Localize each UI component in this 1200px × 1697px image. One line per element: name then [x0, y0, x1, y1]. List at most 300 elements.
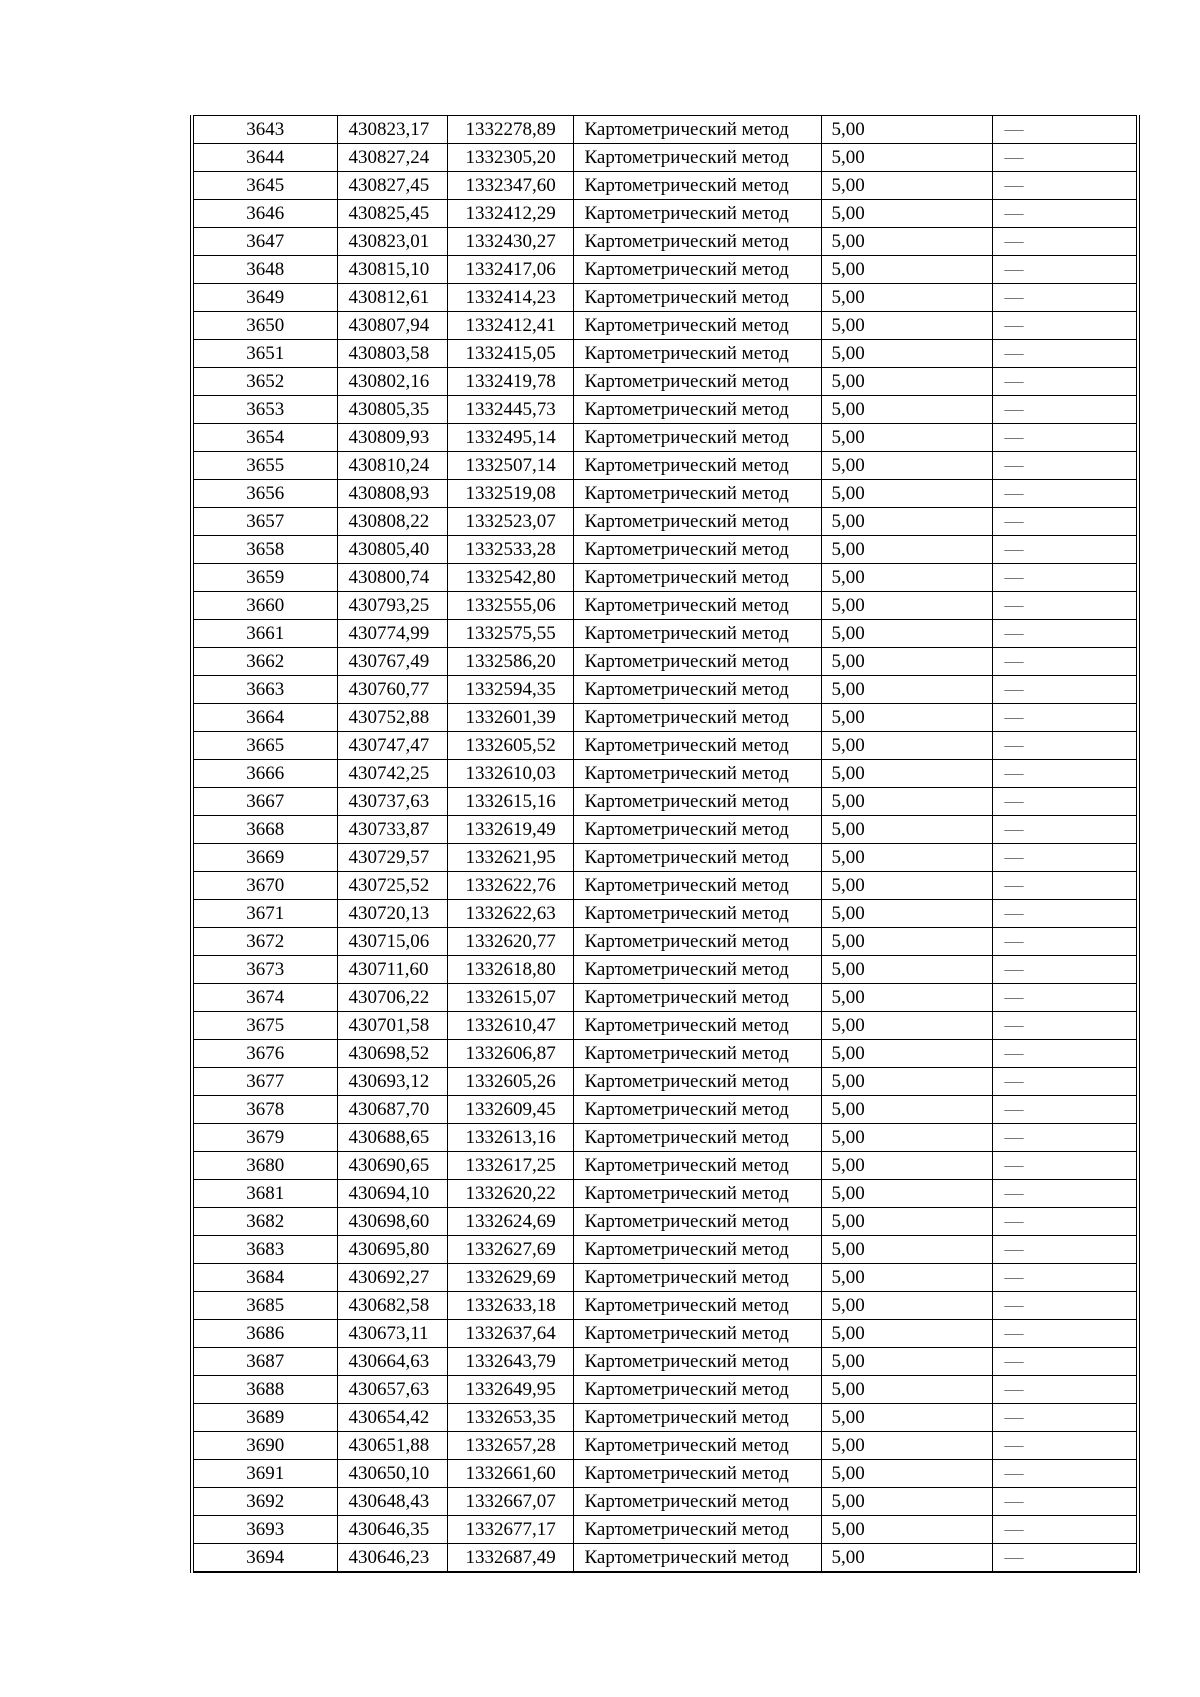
method-cell: Картометрический метод	[573, 620, 821, 648]
y-coordinate-cell: 1332617,25	[447, 1152, 573, 1180]
method-cell: Картометрический метод	[573, 1152, 821, 1180]
x-coordinate-cell: 430664,63	[337, 1348, 447, 1376]
accuracy-cell: 5,00	[821, 1376, 992, 1404]
accuracy-cell: 5,00	[821, 732, 992, 760]
method-cell: Картометрический метод	[573, 172, 821, 200]
y-coordinate-cell: 1332586,20	[447, 648, 573, 676]
point-number-cell: 3672	[192, 928, 337, 956]
x-coordinate-cell: 430825,45	[337, 200, 447, 228]
table-row	[192, 816, 1138, 844]
point-number-cell: 3690	[192, 1432, 337, 1460]
y-coordinate-cell: 1332507,14	[447, 452, 573, 480]
accuracy-cell: 5,00	[821, 1544, 992, 1573]
note-cell: —	[992, 1068, 1138, 1096]
note-cell: —	[992, 704, 1138, 732]
point-number-cell: 3659	[192, 564, 337, 592]
accuracy-cell: 5,00	[821, 256, 992, 284]
point-number-cell: 3645	[192, 172, 337, 200]
note-cell: —	[992, 984, 1138, 1012]
point-number-cell: 3668	[192, 816, 337, 844]
x-coordinate-cell: 430823,01	[337, 228, 447, 256]
x-coordinate-cell: 430767,49	[337, 648, 447, 676]
table-row	[192, 200, 1138, 228]
note-cell: —	[992, 1292, 1138, 1320]
table-row	[192, 928, 1138, 956]
point-number-cell: 3686	[192, 1320, 337, 1348]
x-coordinate-cell: 430715,06	[337, 928, 447, 956]
y-coordinate-cell: 1332627,69	[447, 1236, 573, 1264]
point-number-cell: 3647	[192, 228, 337, 256]
y-coordinate-cell: 1332620,77	[447, 928, 573, 956]
point-number-cell: 3674	[192, 984, 337, 1012]
y-coordinate-cell: 1332677,17	[447, 1516, 573, 1544]
table-row	[192, 144, 1138, 172]
x-coordinate-cell: 430690,65	[337, 1152, 447, 1180]
note-cell: —	[992, 760, 1138, 788]
accuracy-cell: 5,00	[821, 1320, 992, 1348]
table-row	[192, 536, 1138, 564]
y-coordinate-cell: 1332622,63	[447, 900, 573, 928]
y-coordinate-cell: 1332412,41	[447, 312, 573, 340]
point-number-cell: 3687	[192, 1348, 337, 1376]
table-row	[192, 648, 1138, 676]
y-coordinate-cell: 1332305,20	[447, 144, 573, 172]
note-cell: —	[992, 1348, 1138, 1376]
table-row	[192, 1152, 1138, 1180]
accuracy-cell: 5,00	[821, 1264, 992, 1292]
note-cell: —	[992, 564, 1138, 592]
table-row	[192, 872, 1138, 900]
y-coordinate-cell: 1332613,16	[447, 1124, 573, 1152]
y-coordinate-cell: 1332430,27	[447, 228, 573, 256]
accuracy-cell: 5,00	[821, 676, 992, 704]
point-number-cell: 3692	[192, 1488, 337, 1516]
x-coordinate-cell: 430648,43	[337, 1488, 447, 1516]
y-coordinate-cell: 1332601,39	[447, 704, 573, 732]
table-row	[192, 172, 1138, 200]
table-row	[192, 1040, 1138, 1068]
point-number-cell: 3688	[192, 1376, 337, 1404]
accuracy-cell: 5,00	[821, 480, 992, 508]
y-coordinate-cell: 1332542,80	[447, 564, 573, 592]
x-coordinate-cell: 430682,58	[337, 1292, 447, 1320]
accuracy-cell: 5,00	[821, 312, 992, 340]
point-number-cell: 3654	[192, 424, 337, 452]
method-cell: Картометрический метод	[573, 1096, 821, 1124]
x-coordinate-cell: 430812,61	[337, 284, 447, 312]
y-coordinate-cell: 1332495,14	[447, 424, 573, 452]
x-coordinate-cell: 430693,12	[337, 1068, 447, 1096]
accuracy-cell: 5,00	[821, 368, 992, 396]
x-coordinate-cell: 430657,63	[337, 1376, 447, 1404]
method-cell: Картометрический метод	[573, 592, 821, 620]
method-cell: Картометрический метод	[573, 732, 821, 760]
accuracy-cell: 5,00	[821, 900, 992, 928]
y-coordinate-cell: 1332615,16	[447, 788, 573, 816]
accuracy-cell: 5,00	[821, 1292, 992, 1320]
y-coordinate-cell: 1332643,79	[447, 1348, 573, 1376]
accuracy-cell: 5,00	[821, 1040, 992, 1068]
table-row	[192, 1544, 1138, 1573]
note-cell: —	[992, 172, 1138, 200]
method-cell: Картометрический метод	[573, 1012, 821, 1040]
point-number-cell: 3671	[192, 900, 337, 928]
x-coordinate-cell: 430698,60	[337, 1208, 447, 1236]
table-row	[192, 1236, 1138, 1264]
method-cell: Картометрический метод	[573, 1264, 821, 1292]
method-cell: Картометрический метод	[573, 704, 821, 732]
table-row	[192, 340, 1138, 368]
y-coordinate-cell: 1332605,52	[447, 732, 573, 760]
note-cell: —	[992, 284, 1138, 312]
point-number-cell: 3694	[192, 1544, 337, 1573]
y-coordinate-cell: 1332687,49	[447, 1544, 573, 1573]
table-row	[192, 1208, 1138, 1236]
y-coordinate-cell: 1332533,28	[447, 536, 573, 564]
note-cell: —	[992, 844, 1138, 872]
x-coordinate-cell: 430815,10	[337, 256, 447, 284]
x-coordinate-cell: 430827,45	[337, 172, 447, 200]
table-row	[192, 956, 1138, 984]
accuracy-cell: 5,00	[821, 536, 992, 564]
method-cell: Картометрический метод	[573, 1124, 821, 1152]
accuracy-cell: 5,00	[821, 788, 992, 816]
x-coordinate-cell: 430711,60	[337, 956, 447, 984]
x-coordinate-cell: 430646,35	[337, 1516, 447, 1544]
note-cell: —	[992, 144, 1138, 172]
point-number-cell: 3689	[192, 1404, 337, 1432]
table-row	[192, 1488, 1138, 1516]
x-coordinate-cell: 430823,17	[337, 116, 447, 144]
note-cell: —	[992, 480, 1138, 508]
note-cell: —	[992, 1432, 1138, 1460]
accuracy-cell: 5,00	[821, 844, 992, 872]
note-cell: —	[992, 1376, 1138, 1404]
y-coordinate-cell: 1332347,60	[447, 172, 573, 200]
y-coordinate-cell: 1332575,55	[447, 620, 573, 648]
method-cell: Картометрический метод	[573, 676, 821, 704]
table-row	[192, 368, 1138, 396]
method-cell: Картометрический метод	[573, 1208, 821, 1236]
y-coordinate-cell: 1332629,69	[447, 1264, 573, 1292]
method-cell: Картометрический метод	[573, 508, 821, 536]
accuracy-cell: 5,00	[821, 816, 992, 844]
accuracy-cell: 5,00	[821, 172, 992, 200]
accuracy-cell: 5,00	[821, 452, 992, 480]
y-coordinate-cell: 1332445,73	[447, 396, 573, 424]
y-coordinate-cell: 1332414,23	[447, 284, 573, 312]
y-coordinate-cell: 1332605,26	[447, 1068, 573, 1096]
method-cell: Картометрический метод	[573, 144, 821, 172]
accuracy-cell: 5,00	[821, 144, 992, 172]
y-coordinate-cell: 1332633,18	[447, 1292, 573, 1320]
note-cell: —	[992, 312, 1138, 340]
y-coordinate-cell: 1332649,95	[447, 1376, 573, 1404]
method-cell: Картометрический метод	[573, 1404, 821, 1432]
note-cell: —	[992, 1180, 1138, 1208]
note-cell: —	[992, 620, 1138, 648]
note-cell: —	[992, 1264, 1138, 1292]
x-coordinate-cell: 430827,24	[337, 144, 447, 172]
note-cell: —	[992, 508, 1138, 536]
method-cell: Картометрический метод	[573, 1236, 821, 1264]
y-coordinate-cell: 1332606,87	[447, 1040, 573, 1068]
accuracy-cell: 5,00	[821, 1432, 992, 1460]
table-row	[192, 844, 1138, 872]
accuracy-cell: 5,00	[821, 1068, 992, 1096]
method-cell: Картометрический метод	[573, 760, 821, 788]
accuracy-cell: 5,00	[821, 1460, 992, 1488]
y-coordinate-cell: 1332637,64	[447, 1320, 573, 1348]
x-coordinate-cell: 430800,74	[337, 564, 447, 592]
point-number-cell: 3664	[192, 704, 337, 732]
note-cell: —	[992, 788, 1138, 816]
method-cell: Картометрический метод	[573, 368, 821, 396]
y-coordinate-cell: 1332621,95	[447, 844, 573, 872]
y-coordinate-cell: 1332278,89	[447, 116, 573, 144]
x-coordinate-cell: 430760,77	[337, 676, 447, 704]
method-cell: Картометрический метод	[573, 228, 821, 256]
y-coordinate-cell: 1332667,07	[447, 1488, 573, 1516]
accuracy-cell: 5,00	[821, 984, 992, 1012]
table-row	[192, 312, 1138, 340]
table-row	[192, 1264, 1138, 1292]
table-row	[192, 676, 1138, 704]
point-number-cell: 3685	[192, 1292, 337, 1320]
y-coordinate-cell: 1332519,08	[447, 480, 573, 508]
table-row	[192, 592, 1138, 620]
accuracy-cell: 5,00	[821, 284, 992, 312]
accuracy-cell: 5,00	[821, 116, 992, 144]
note-cell: —	[992, 452, 1138, 480]
table-row	[192, 1516, 1138, 1544]
note-cell: —	[992, 1460, 1138, 1488]
point-number-cell: 3676	[192, 1040, 337, 1068]
accuracy-cell: 5,00	[821, 1488, 992, 1516]
point-number-cell: 3680	[192, 1152, 337, 1180]
point-number-cell: 3650	[192, 312, 337, 340]
note-cell: —	[992, 1012, 1138, 1040]
table-row	[192, 1460, 1138, 1488]
x-coordinate-cell: 430808,93	[337, 480, 447, 508]
point-number-cell: 3665	[192, 732, 337, 760]
point-number-cell: 3677	[192, 1068, 337, 1096]
note-cell: —	[992, 872, 1138, 900]
table-row	[192, 1068, 1138, 1096]
method-cell: Картометрический метод	[573, 256, 821, 284]
accuracy-cell: 5,00	[821, 1516, 992, 1544]
method-cell: Картометрический метод	[573, 844, 821, 872]
table-row	[192, 396, 1138, 424]
table-row	[192, 228, 1138, 256]
point-number-cell: 3691	[192, 1460, 337, 1488]
y-coordinate-cell: 1332661,60	[447, 1460, 573, 1488]
method-cell: Картометрический метод	[573, 1292, 821, 1320]
note-cell: —	[992, 1320, 1138, 1348]
method-cell: Картометрический метод	[573, 536, 821, 564]
x-coordinate-cell: 430673,11	[337, 1320, 447, 1348]
y-coordinate-cell: 1332657,28	[447, 1432, 573, 1460]
accuracy-cell: 5,00	[821, 1096, 992, 1124]
accuracy-cell: 5,00	[821, 1152, 992, 1180]
table-row	[192, 284, 1138, 312]
point-number-cell: 3660	[192, 592, 337, 620]
note-cell: —	[992, 676, 1138, 704]
table-row	[192, 984, 1138, 1012]
table-row	[192, 788, 1138, 816]
note-cell: —	[992, 816, 1138, 844]
x-coordinate-cell: 430725,52	[337, 872, 447, 900]
x-coordinate-cell: 430646,23	[337, 1544, 447, 1573]
note-cell: —	[992, 396, 1138, 424]
accuracy-cell: 5,00	[821, 1012, 992, 1040]
y-coordinate-cell: 1332610,47	[447, 1012, 573, 1040]
table-body	[192, 116, 1138, 1573]
method-cell: Картометрический метод	[573, 1040, 821, 1068]
point-number-cell: 3644	[192, 144, 337, 172]
x-coordinate-cell: 430729,57	[337, 844, 447, 872]
accuracy-cell: 5,00	[821, 1236, 992, 1264]
method-cell: Картометрический метод	[573, 1180, 821, 1208]
note-cell: —	[992, 1124, 1138, 1152]
point-number-cell: 3652	[192, 368, 337, 396]
y-coordinate-cell: 1332618,80	[447, 956, 573, 984]
table-row	[192, 760, 1138, 788]
method-cell: Картометрический метод	[573, 284, 821, 312]
point-number-cell: 3675	[192, 1012, 337, 1040]
table-row	[192, 508, 1138, 536]
x-coordinate-cell: 430810,24	[337, 452, 447, 480]
method-cell: Картометрический метод	[573, 1460, 821, 1488]
note-cell: —	[992, 200, 1138, 228]
note-cell: —	[992, 1040, 1138, 1068]
accuracy-cell: 5,00	[821, 928, 992, 956]
point-number-cell: 3661	[192, 620, 337, 648]
table-row	[192, 564, 1138, 592]
note-cell: —	[992, 1516, 1138, 1544]
x-coordinate-cell: 430793,25	[337, 592, 447, 620]
method-cell: Картометрический метод	[573, 1068, 821, 1096]
y-coordinate-cell: 1332615,07	[447, 984, 573, 1012]
method-cell: Картометрический метод	[573, 1544, 821, 1573]
point-number-cell: 3681	[192, 1180, 337, 1208]
y-coordinate-cell: 1332609,45	[447, 1096, 573, 1124]
table-row	[192, 1096, 1138, 1124]
y-coordinate-cell: 1332523,07	[447, 508, 573, 536]
accuracy-cell: 5,00	[821, 1180, 992, 1208]
point-number-cell: 3655	[192, 452, 337, 480]
x-coordinate-cell: 430802,16	[337, 368, 447, 396]
method-cell: Картометрический метод	[573, 984, 821, 1012]
method-cell: Картометрический метод	[573, 816, 821, 844]
accuracy-cell: 5,00	[821, 564, 992, 592]
x-coordinate-cell: 430737,63	[337, 788, 447, 816]
x-coordinate-cell: 430807,94	[337, 312, 447, 340]
note-cell: —	[992, 592, 1138, 620]
method-cell: Картометрический метод	[573, 1488, 821, 1516]
note-cell: —	[992, 228, 1138, 256]
point-number-cell: 3682	[192, 1208, 337, 1236]
x-coordinate-cell: 430692,27	[337, 1264, 447, 1292]
method-cell: Картометрический метод	[573, 312, 821, 340]
table-row	[192, 732, 1138, 760]
point-number-cell: 3670	[192, 872, 337, 900]
note-cell: —	[992, 1404, 1138, 1432]
table-row	[192, 900, 1138, 928]
x-coordinate-cell: 430654,42	[337, 1404, 447, 1432]
point-number-cell: 3651	[192, 340, 337, 368]
point-number-cell: 3663	[192, 676, 337, 704]
point-number-cell: 3678	[192, 1096, 337, 1124]
table-row	[192, 1320, 1138, 1348]
table-row	[192, 1404, 1138, 1432]
table-row	[192, 620, 1138, 648]
accuracy-cell: 5,00	[821, 592, 992, 620]
note-cell: —	[992, 900, 1138, 928]
point-number-cell: 3657	[192, 508, 337, 536]
accuracy-cell: 5,00	[821, 508, 992, 536]
note-cell: —	[992, 1096, 1138, 1124]
table-row	[192, 1124, 1138, 1152]
method-cell: Картометрический метод	[573, 956, 821, 984]
table-row	[192, 1012, 1138, 1040]
note-cell: —	[992, 116, 1138, 144]
x-coordinate-cell: 430650,10	[337, 1460, 447, 1488]
x-coordinate-cell: 430701,58	[337, 1012, 447, 1040]
table-row	[192, 116, 1138, 144]
point-number-cell: 3653	[192, 396, 337, 424]
x-coordinate-cell: 430742,25	[337, 760, 447, 788]
point-number-cell: 3658	[192, 536, 337, 564]
x-coordinate-cell: 430694,10	[337, 1180, 447, 1208]
y-coordinate-cell: 1332620,22	[447, 1180, 573, 1208]
x-coordinate-cell: 430774,99	[337, 620, 447, 648]
y-coordinate-cell: 1332412,29	[447, 200, 573, 228]
accuracy-cell: 5,00	[821, 760, 992, 788]
method-cell: Картометрический метод	[573, 1320, 821, 1348]
method-cell: Картометрический метод	[573, 116, 821, 144]
accuracy-cell: 5,00	[821, 956, 992, 984]
method-cell: Картометрический метод	[573, 1348, 821, 1376]
table-row	[192, 452, 1138, 480]
x-coordinate-cell: 430747,47	[337, 732, 447, 760]
note-cell: —	[992, 424, 1138, 452]
method-cell: Картометрический метод	[573, 396, 821, 424]
table-row	[192, 424, 1138, 452]
point-number-cell: 3662	[192, 648, 337, 676]
note-cell: —	[992, 256, 1138, 284]
accuracy-cell: 5,00	[821, 648, 992, 676]
y-coordinate-cell: 1332555,06	[447, 592, 573, 620]
method-cell: Картометрический метод	[573, 424, 821, 452]
x-coordinate-cell: 430803,58	[337, 340, 447, 368]
x-coordinate-cell: 430706,22	[337, 984, 447, 1012]
accuracy-cell: 5,00	[821, 1404, 992, 1432]
point-number-cell: 3646	[192, 200, 337, 228]
table-row	[192, 480, 1138, 508]
point-number-cell: 3679	[192, 1124, 337, 1152]
point-number-cell: 3673	[192, 956, 337, 984]
note-cell: —	[992, 1488, 1138, 1516]
y-coordinate-cell: 1332610,03	[447, 760, 573, 788]
point-number-cell: 3669	[192, 844, 337, 872]
point-number-cell: 3666	[192, 760, 337, 788]
coordinates-table	[190, 115, 1140, 1573]
table-row	[192, 1432, 1138, 1460]
method-cell: Картометрический метод	[573, 480, 821, 508]
point-number-cell: 3693	[192, 1516, 337, 1544]
note-cell: —	[992, 1152, 1138, 1180]
